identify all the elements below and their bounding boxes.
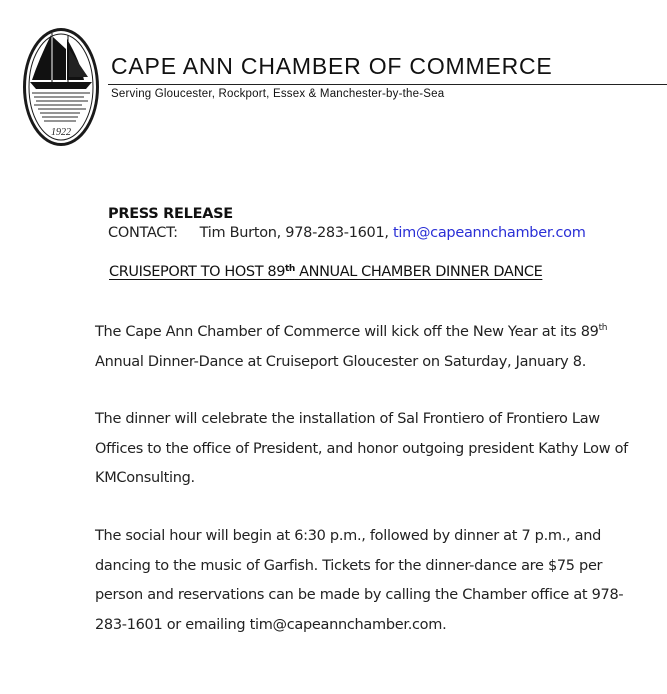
headline-text-end: ANNUAL CHAMBER DINNER DANCE	[294, 264, 543, 280]
chamber-logo	[22, 27, 100, 147]
paragraph-1	[95, 318, 643, 377]
paragraph-3: The social hour will begin at 6:30 p.m., followed by dinner at 7 p.m., and dancing to the music of Garfish. Tickets for the dinner-dance are $75 per person and reservations can be made by calling the Chamber office at 978-283-1601 or emailing tim@capeannchamber.com.	[95, 528, 624, 633]
paragraph-1-text: The Cape Ann Chamber of Commerce will kick off the New Year at its 89	[95, 324, 599, 340]
schooner-ship-icon	[22, 27, 100, 147]
logo-year: 1922	[51, 127, 71, 138]
paragraph-2: The dinner will celebrate the installation of Sal Frontiero of Frontiero Law Offices to the office of President, and honor outgoing president Kathy Low of KMConsulting.	[95, 411, 628, 486]
header-rule	[108, 84, 667, 85]
paragraph-1-ordinal: th	[598, 323, 608, 333]
contact-email-link[interactable]: tim@capeannchamber.com	[393, 225, 586, 241]
headline-text: CRUISEPORT TO HOST 89	[109, 264, 286, 280]
contact-info: Tim Burton, 978-283-1601,	[199, 225, 394, 241]
contact-line	[108, 225, 586, 241]
headline-ordinal: th	[285, 264, 295, 274]
tagline: Serving Gloucester, Rockport, Essex & Manchester-by-the-Sea	[111, 88, 445, 100]
contact-label: CONTACT:	[108, 225, 178, 241]
press-release-label: PRESS RELEASE	[108, 206, 233, 222]
organization-name: CAPE ANN CHAMBER OF COMMERCE	[111, 53, 553, 79]
paragraph-1-text-end: Annual Dinner-Dance at Cruiseport Gloucester on Saturday, January 8.	[95, 353, 587, 370]
headline	[109, 264, 542, 280]
